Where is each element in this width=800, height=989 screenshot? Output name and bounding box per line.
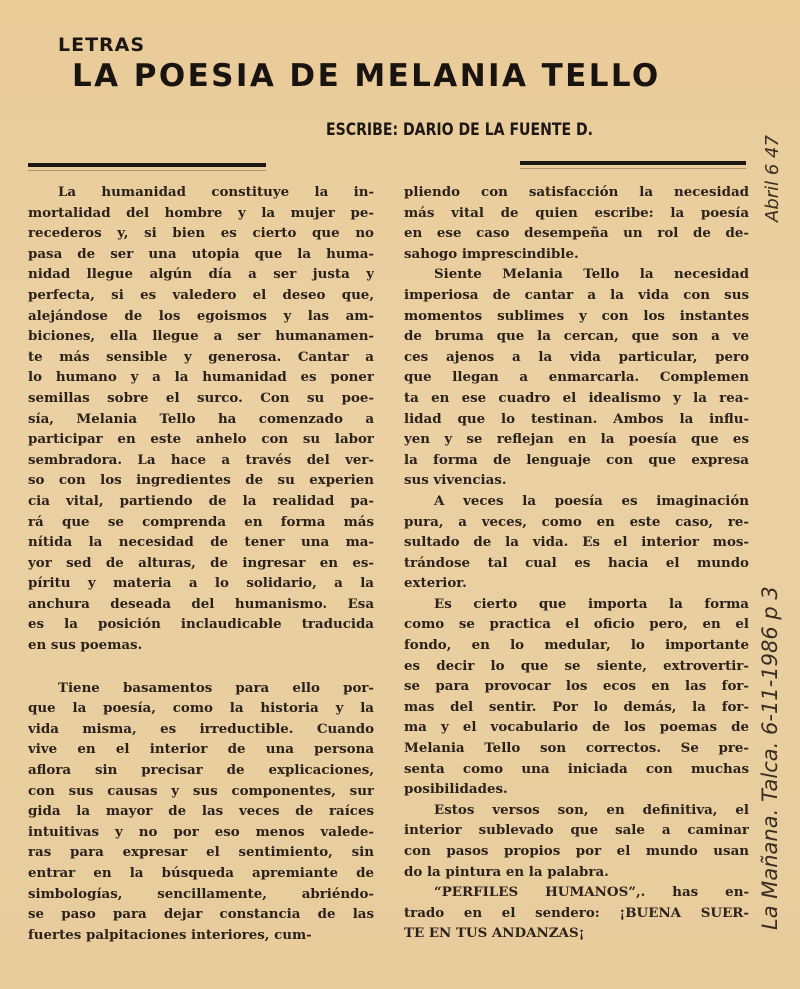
text-line: A veces la poesía es imaginación (434, 492, 749, 509)
text-line: cia vital, partiendo de la realidad pa- (28, 492, 374, 509)
text-line: aflora sin precisar de explicaciones, (28, 762, 374, 779)
article-column-left (28, 182, 374, 945)
text-line: semillas sobre el surco. Con su poe- (28, 389, 374, 406)
text-line: píritu y materia a lo solidario, a la (28, 575, 374, 592)
text-line: Tiene basamentos para ello por- (58, 679, 374, 696)
text-line: lo humano y a la humanidad es poner (28, 369, 374, 386)
section-label: LETRAS (58, 34, 146, 56)
text-line: ta en ese cuadro el idealismo y la rea- (404, 389, 749, 406)
text-line: es decir lo que se siente, extrovertir- (404, 657, 749, 674)
handwritten-date-note: Abril 6 47 (762, 135, 783, 222)
text-line: vive en el interior de una persona (28, 741, 374, 758)
text-line: participar en este anhelo con su labor (28, 431, 374, 448)
text-line: so con los ingredientes de su experien (28, 472, 374, 489)
article-column-right (404, 182, 749, 944)
text-line: exterior. (404, 575, 467, 592)
text-line: momentos sublimes y con los instantes (404, 307, 749, 324)
text-line: que llegan a enmarcarla. Complemen (404, 369, 749, 386)
text-line: sahogo imprescindible. (404, 245, 579, 262)
text-line: con pasos propios por el mundo usan (404, 843, 749, 859)
text-line: se para provocar los ecos en las for- (404, 678, 749, 695)
text-line: en ese caso desempeña un rol de de- (404, 225, 749, 242)
handwritten-source-note: La Mañana. Talca. 6-11-1986 p 3 (758, 586, 782, 930)
text-line: trándose tal cual es hacia el mundo (404, 554, 749, 571)
text-line: como se practica el oficio pero, en el (404, 616, 749, 633)
text-line: nítida la necesidad de tener una ma- (28, 534, 374, 551)
text-line: sembradora. La hace a través del ver- (28, 451, 374, 468)
text-line: sía, Melania Tello ha comenzado a (28, 410, 374, 427)
text-line: que la poesía, como la historia y la (28, 700, 374, 717)
text-line: alejándose de los egoismos y las am- (28, 307, 374, 324)
text-line: “PERFILES HUMANOS”,. has en- (434, 884, 749, 901)
text-line: yor sed de alturas, de ingresar en es- (28, 554, 374, 571)
text-line: recederos y, si bien es cierto que no (28, 225, 374, 242)
text-line: simbologías, sencillamente, abriéndo- (28, 885, 374, 902)
text-line: sus vivencias. (404, 472, 507, 489)
text-line: de bruma que la cercan, que son a ve (404, 328, 749, 345)
text-line: fuertes palpitaciones interiores, cum- (28, 926, 312, 943)
text-line: lidad que lo testinan. Ambos la influ- (404, 410, 749, 427)
text-line: nidad llegue algún día a ser justa y (28, 266, 374, 283)
text-line: La humanidad constituye la in- (58, 184, 374, 200)
paragraph-gap (28, 656, 374, 678)
text-line: gida la mayor de las veces de raíces (28, 803, 374, 820)
text-line: ma y el vocabulario de los poemas de (404, 719, 749, 736)
text-line: entrar en la búsqueda apremiante de (28, 865, 374, 881)
text-line: ras para expresar el sentimiento, sin (28, 844, 374, 861)
text-line: fondo, en lo medular, lo importante (404, 637, 749, 654)
text-line: intuitivas y no por eso menos valede- (28, 823, 374, 840)
text-line: vida misma, es irreductible. Cuando (28, 720, 374, 737)
article-byline: ESCRIBE: DARIO DE LA FUENTE D. (326, 120, 594, 140)
text-line: mortalidad del hombre y la mujer pe- (28, 204, 374, 221)
text-line: imperiosa de cantar a la vida con sus (404, 286, 749, 303)
text-line: Siente Melania Tello la necesidad (434, 266, 749, 283)
text-line: perfecta, si es valedero el deseo que, (28, 286, 374, 303)
text-line: con sus causas y sus componentes, sur (28, 782, 374, 799)
article-headline: LA POESIA DE MELANIA TELLO (72, 58, 661, 94)
text-line: TE EN TUS ANDANZAS¡ (404, 925, 585, 942)
text-line: biciones, ella llegue a ser humanamen- (28, 328, 374, 345)
column-rule-left (28, 163, 266, 167)
text-line: ces ajenos a la vida particular, pero (404, 348, 749, 365)
text-line: sultado de la vida. Es el interior mos- (404, 534, 749, 551)
text-line: anchura deseada del humanismo. Esa (28, 595, 374, 612)
column-rule-right-sub (520, 168, 746, 169)
text-line: se paso para dejar constancia de las (28, 906, 374, 923)
text-line: Es cierto que importa la forma (434, 595, 749, 612)
text-line: Estos versos son, en definitiva, el (434, 801, 749, 818)
column-rule-left-sub (28, 170, 266, 171)
text-line: do la pintura en la palabra. (404, 863, 609, 880)
text-line: Melania Tello son correctos. Se pre- (404, 740, 749, 757)
text-line: interior sublevado que sale a caminar (404, 822, 749, 839)
text-line: yen y se reflejan en la poesía que es (404, 431, 749, 448)
text-line: en sus poemas. (28, 637, 143, 654)
text-line: es la posición inclaudicable traducida (28, 616, 374, 633)
text-line: senta como una iniciada con muchas (404, 760, 749, 777)
text-line: trado en el sendero: ¡BUENA SUER- (404, 904, 749, 921)
text-line: mas del sentir. Por lo demás, la for- (404, 698, 749, 715)
column-rule-right (520, 161, 746, 165)
text-line: rá que se comprenda en forma más (28, 513, 374, 530)
text-line: la forma de lenguaje con que expresa (404, 451, 749, 468)
text-line: posibilidades. (404, 781, 508, 798)
text-line: pasa de ser una utopia que la huma- (28, 245, 374, 262)
text-line: te más sensible y generosa. Cantar a (28, 348, 374, 365)
text-line: pliendo con satisfacción la necesidad (404, 184, 749, 200)
text-line: pura, a veces, como en este caso, re- (404, 513, 749, 530)
text-line: más vital de quien escribe: la poesía (404, 204, 749, 221)
